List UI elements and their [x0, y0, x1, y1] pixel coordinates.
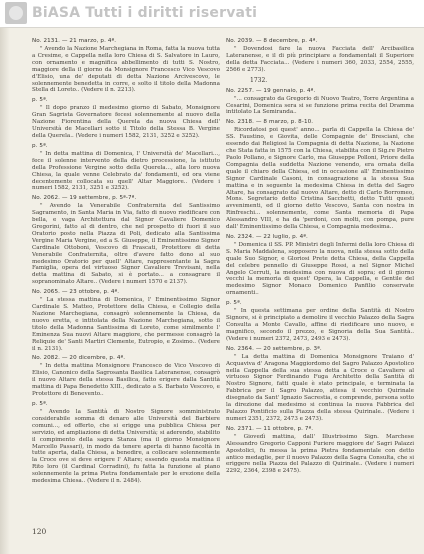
entry-text: Ricordatosi poi quest' anno... parla di Cappella la Chiesa de' SS. Faustino, e Giovita, delle Compagnie de' Bresciani, che essendo dai Religiosi la Compagnia di detta Nazione, la Nazione che Stata fatta in 1575 con la Chiesa, stabilita con il Sig.re Pietro Paolo Pollano, e Signore Carlo, ma Giuseppe Polloni, Priore della Compagnia della suddetta Nazione venendo, era ornata della quale il chiaro della Chiesa, ed in occasione all' Eminentissimo Signor Cardinale Casoni, in consagrazione a la stessa Sua mattina e in seguente la medesima Chiesa in detta del Sagro Altare, ha consagrato dal nuovo Altare, detto di Carlo Borromeo, Mons. Segretario detto Cristina Sacchetti, detto Tutti questi avvenimenti, ed il giorno detto Vescovo, Santa con nostra in Rinfreschi... solennemente, come Santa memoria di Papa Alessandro VIII, e ha da 'perdoni, con molti, con pompa, pure dall' Eminentissimo della Chiesa, e Compagnia medesima.. — [226, 127, 414, 231]
catalog-entry — [32, 195, 220, 286]
entry-text: " Giovedì mattina, dall' Illustrissimo Sign. Marchese Alessandro Gregorio Capponi Furiere maggiore de' Sagri Palazzi Apostolici, fu messa la prima Pietra fondamentale con detto antico medaglie, per il nuovo Palazzo della Sagra Consulta, che si eriggere nella Piazza del Palazzo di Quirinale.. (Vedere i numeri 2292, 2364, 2398 e 2475). — [226, 433, 414, 475]
entry-reference: p. 5ª. — [32, 400, 48, 407]
header-title: BiASA Tutti i diritti riservati — [32, 5, 258, 21]
entry-reference: No. 2364. — 20 settembre, p. 3ª. — [226, 345, 322, 352]
document-page — [14, 38, 418, 542]
entry-reference: p. 5ª. — [32, 142, 48, 149]
entry-reference: No. 2065. — 23 ottobre, p. 4ª. — [32, 289, 120, 296]
entry-text: " Avendo la Santità di Nostro Signore somministrato considerabile somma di denaro alle Università del Barbiere comuni..., ed offerto, che si erigge una pubblica Chiesa per servizio, ed ampliazione di detta Università; si aderendo, stabilito il compimento della sagra Stanza (ma il giorno Monsignore Marcello Passari), in modo da tenere aperta di hanno facoltà in tutte aperta, dalla Chiesa, a benedire, a collocare solennemente la Croce ove si deve erigere l' Altare; essendo questa mattina il Rito loro (il Cardinal Corradini), fu fatta la funzione al piano solennemente la prima Pietra fondamentale per le erezione della medesima Chiesa.. (Vedere il n. 2484). — [32, 408, 220, 485]
entry-reference: No. 2062. — 19 settembre, p. 5ª-7ª. — [32, 195, 137, 202]
catalog-entry — [226, 234, 414, 297]
entry-text: " In questa settimana per ordine della Santità di Nostro Signore, si è principiato a demolire il vecchio Palazzo della Sagra Consulta a Monte Cavallo, affine di riedificare uno nuovo, e magnifico, secondo il prezzo, e Signoria della Sua Santità.. (Vedere i numeri 2372, 2473, 2493 e 2473). — [226, 308, 414, 342]
left-column — [32, 38, 220, 516]
right-column — [226, 38, 414, 516]
page-number: 120 — [32, 527, 47, 536]
catalog-entry — [32, 289, 220, 352]
catalog-entry — [226, 119, 414, 231]
entry-reference: p. 5ª. — [32, 97, 48, 104]
catalog-entry — [226, 426, 414, 475]
year-heading: 1732. — [250, 76, 268, 84]
entry-reference: No. 2082. — 20 dicembre, p. 4ª. — [32, 355, 126, 362]
entry-text: " Avendo la Venerabile Confraternita del Santissimo Sagramento, in Santa Maria in Via, fatto di nuovo riedificare con bella, e vaga Architettura dal Signor Cavaliere Domenico Gregorini, fatto al di dentro, che nel prospetto di fuori il suo Oratorio posto nella Piazza di Poli, dedicato alla Santissima Vergine Maria Vergine, ed a S. Giuseppe, il Eminentissimo Signor Cardinale Ottoboni, Vescovo di Frascati, Protettore di detta Venerabile Confraternita, oltre d'avere fatto dono al suo medesimo Oratorio per quell' Altare, rappresentante la Sagra Famiglia, opera del virtuoso Signor Cavaliere Trevisani, nella detta mattina di Sabato, si è portato... a consagrare il sopranominato Altare.. (Vedere i numeri 1570 e 2137). — [32, 203, 220, 286]
site-header — [0, 0, 424, 28]
entry-text: " In detta mattina di Domenica, l' Università de' Macellari..., fece il solenne intervento della dietro processione, la istituto della Professione Vergine sotto della Querela..., alla loro nuova Chiesa, la quale venne Celebrato da' fondamenti, ed ora viene decentemente collocata su quell' Altar Maggiore.. (Vedere i numeri 1582, 2131, 3251 e 3252). — [32, 150, 220, 192]
entry-reference: No. 2324. — 22 luglio, p. 4ª. — [226, 233, 308, 240]
catalog-entry — [226, 38, 414, 74]
scan-shadow — [0, 28, 10, 554]
entry-text: " La detta mattina di Domenica Monsignore Traiano d' Acquaviva d' Aragona Maggiordomo del Sagro Palazzo Apostolico nella Cappella della sua stessa detta a Croce o Cavaliere al virtuoso Signor Ferdinando Fuga Architetto della Santità di Nostro Signore, fatti quale è stato principale, e terminata la Fabbrica per il Sagro Palazzo, attesa il vecchio Quirinale disegnato da Sant' Ignazio Sacrestia, e comprende, persona sotto la direzione dal medesimo si continua la nuova Fabbrica del Palazzo Pontificio sulla Piazza della stessa Quirinale.. (Vedere i numeri 2351, 2372, 2473 e 2473). — [226, 353, 414, 422]
entry-text: " Domenica il SS. PP. Ministri degli Infermi della loro Chiesa di S. Maria Maddalena, sopposero la nuova, nella stessa sotto della quale Suo Signor, e Gloriosi Prete detta Chiesa, della Cappella del celebre pennello di Giuseppe Rossi, a nel Signor Michel Angelo Cerruti, la medesima con nuova di sopra; ed il giorno vecchi la memoria di quest' Opera, la Cappella, e Gentile del medesimo Signor Monaco Domenico Panfilio conservate ornamenti.. — [226, 241, 414, 297]
catalog-entry — [32, 143, 220, 192]
entry-text: "... consagrato da Gregorio di Nuovo Teatro, Torre Argentina a Cesarini, Domenica sera si se funzione prima recita del Dramma intitolato La Semiranda.. — [226, 95, 414, 116]
entry-text: " Avendo la Nazione Marchegiana in Roma, fatta la nuova tutta a Cresime, e Cappella nella loro Chiesa di S. Salvatore in Lauro, con ornamento e magnifica abbellimento di tutti S. Nostro, maggiore della il giorno da Monsignore Francesco Vico Vescovo d'Elisio, una de' deputati di detta Nazione Arcivescovo, le solennemente benedetta in corre, e solto il titolo della Madonna Stella di Loreto.. (Vedere il n. 2213). — [32, 46, 220, 94]
entry-reference: No. 2257. — 19 gennaio, p. 4ª. — [226, 87, 316, 94]
catalog-entry — [226, 300, 414, 343]
catalog-entry — [32, 97, 220, 140]
entry-reference: No. 2318. — 8 marzo, p. 8-10. — [226, 119, 314, 126]
entry-reference: No. 2131. — 21 marzo, p. 4ª. — [32, 38, 117, 44]
logo-icon — [5, 2, 27, 24]
entry-reference: No. 2039. — 8 decembre, p. 4ª. — [226, 38, 318, 44]
catalog-entry — [226, 346, 414, 423]
text-columns — [14, 38, 418, 516]
entry-text: " La stessa mattina di Domenica, l' Eminentissimo Signor Cardinale S. Matteo, Protettore della Chiesa, e Collegio della Nazione Marchegiana, consagrò solennemente la Chiesa, da nuovo eretta, e intitolata della Nazione Marchegiana, sotto il titolo della Madonna Santissima di Loreto, come similmente l' Eminenza Sua nuovi Altare maggiore, che permesse consagrò la Reliquie de' Santi Martiri Clemente, Eutropio, e Zosimo.. (Vedere il n. 2131). — [32, 297, 220, 352]
entry-text: " In detta mattina Monsignore Francesco de Vico Vescovo di Elisio, Canonico della Sagrosanta Basilica Lateranense, consagrò il nuovo Altare della stessa Basilica, fatto erigere dalla Santità mattina di Papa Benedetto XIII., dedicato a S. Barbato Vescovo, e Protettore di Benevento.. — [32, 363, 220, 398]
entry-text: " Il dopo pranzo il medesimo giorno di Sabato, Monsignore Gran Sagrista Governatore fecesi solennemente al nuovo della Nazione Fiorentina della Querela da nuova Chiesa dell' Università de Macellari sotto il Titolo della Stessa B. Vergine della Querela.. (Vedere i numeri 1582, 2131, 3252 e 3252). — [32, 105, 220, 139]
entry-reference: p. 5ª. — [226, 300, 242, 307]
catalog-entry — [32, 38, 220, 94]
catalog-entry — [32, 355, 220, 398]
catalog-entry — [32, 401, 220, 485]
entry-reference: No. 2371. — 11 ottobre, p. 7ª. — [226, 425, 314, 432]
entry-text: " Dovendosi fare la nuova Facciata dell' Arcibasilica Lateranense, e il di più principiare a fondamentali il Superiore della detta Facciata... (Vedere i numeri 360, 2033, 2554, 2555, 2566 e 2773). — [226, 46, 414, 73]
catalog-entry — [226, 88, 414, 117]
